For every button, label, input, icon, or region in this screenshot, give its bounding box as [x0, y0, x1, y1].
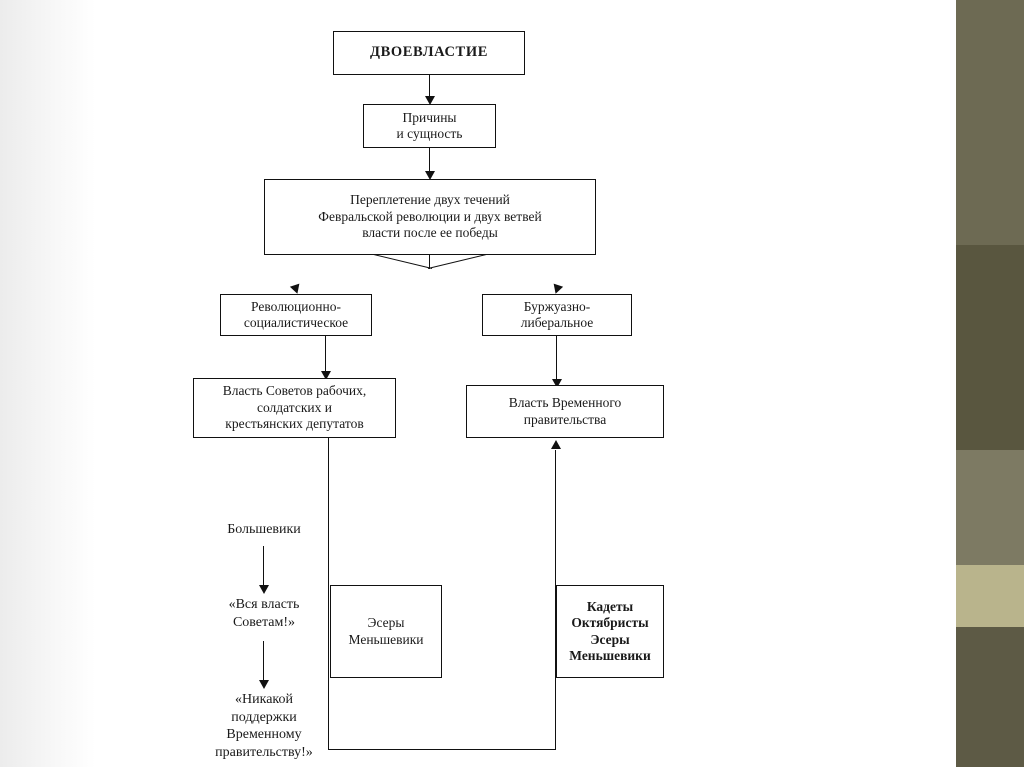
decorative-bar-4 [956, 565, 1024, 627]
node-kadety-group [556, 585, 664, 678]
connector-branch-right-to-provisional [556, 336, 557, 382]
label-bolsheviks [196, 521, 332, 539]
node-esery-mensheviki-label: Эсеры Меньшевики [348, 615, 424, 647]
node-power-soviets [193, 378, 396, 438]
node-esery-mensheviki [330, 585, 442, 678]
node-branch-left-label: Революционно- социалистическое [243, 298, 349, 330]
arrowhead-up-to-provisional [551, 440, 561, 449]
node-causes-label: Причины и сущность [396, 109, 463, 141]
connector-bolsheviks-to-slogan1 [263, 546, 264, 588]
node-title-label: ДВОЕВЛАСТИЕ [370, 44, 488, 61]
node-power-provisional-label: Власть Временного правительства [508, 395, 622, 427]
arrowhead-bolsheviks-to-slogan1 [259, 585, 269, 594]
node-branch-bourgeois-liberal [482, 294, 632, 336]
node-intertwining-label: Переплетение двух течений Февральской революции и двух ветвей власти после ее победы [318, 192, 542, 241]
connector-bottom-horizontal [328, 749, 556, 750]
node-power-soviets-label: Власть Советов рабочих, солдатских и крестьянских депутатов [222, 383, 367, 432]
label-slogan-no-support-text: «Никакой поддержки Временному правительству!» [215, 692, 313, 760]
decorative-bar-1 [956, 0, 1024, 245]
decorative-bar-3 [956, 450, 1024, 565]
node-branch-revolutionary-socialist [220, 294, 372, 336]
node-power-provisional [466, 385, 664, 438]
decorative-bar-5 [956, 627, 1024, 767]
node-causes [363, 104, 496, 148]
arrowhead-slogan1-to-slogan2 [259, 680, 269, 689]
decorative-bar-2 [956, 245, 1024, 450]
connector-branch-left-to-soviets [325, 336, 326, 374]
node-intertwining [264, 179, 596, 255]
node-branch-right-label: Буржуазно- либеральное [520, 298, 594, 330]
connector-slogan1-to-slogan2 [263, 641, 264, 683]
node-title [333, 31, 525, 75]
label-slogan-all-power [193, 596, 335, 631]
node-kadety-group-label: Кадеты Октябристы Эсеры Меньшевики [569, 598, 651, 663]
label-bolsheviks-text: Большевики [227, 522, 301, 537]
label-slogan-all-power-text: «Вся власть Советам!» [228, 597, 300, 630]
label-slogan-no-support [186, 691, 342, 761]
